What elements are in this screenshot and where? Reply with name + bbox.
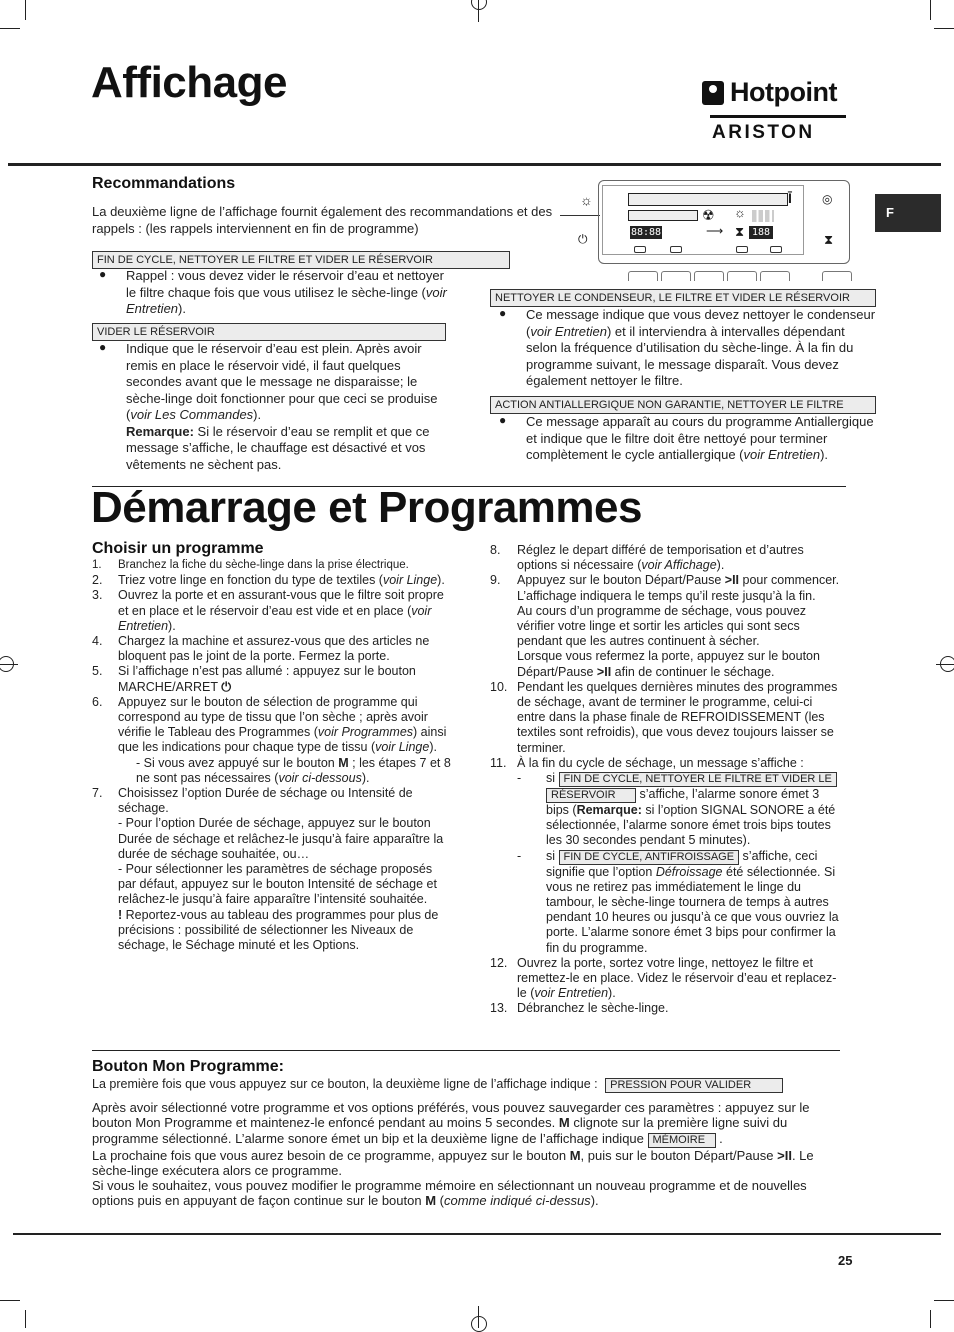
mon-programme-icon: M [425,1193,437,1209]
display-panel-illustration [560,180,852,280]
step-9: 9. Appuyez sur le bouton Départ/Pause >II pour commencer. L’affichage indiquera le temps qu’il reste jusqu’à la fin. Au cours d’un programme de séchage, vous pouvez vérifier votre linge et sortir les articles qui sont secs pendant que les autres continuent à sécher. Lorsque vous refermez la porte, appuyez sur le bouton Départ/Pause >II afin de continuer le séchage. [490,573,840,679]
crop-mark [0,1300,20,1301]
step-8: 8. Réglez le depart différé de temporisation et d’autres options si nécessaire (voir Affichage). [490,543,804,573]
language-tab [875,194,941,232]
step-6: 6. Appuyez sur le bouton de sélection de programme qui correspond au type de tissu que l’on sèche ; après avoir vérifie le Tableau des Programmes (voir Programmes) ainsi que les indications pour chaque type de tissu (voir Linge). [92,694,447,755]
mon-programme-body: Après avoir sélectionné votre programme et vos options préférés, vous pouvez sauvegarder ces paramètres : appuyez sur le bouton Mon Programme et maintenez-le enfoncé pendant au moins 5 secondes. M clignote sur la première ligne suivi du programme sélectionné. L’alarme sonore émet un bip et la deuxième ligne de l’affichage indique MÉMOIRE . La prochaine fois que vous aurez besoin de ce programme, appuyez sur le bouton M, puis sur le bouton Départ/Pause >II. Le sèche-linge exécutera alors ce programme. Si vous le souhaitez, vous pouvez modifier le programme mémoire en sélectionnant un nouveau programme et de nouvelles options puis en appuyant de façon continue sur le bouton M (comme indiqué ci-dessus). [92,1100,814,1209]
language-tab-label: F [886,205,894,220]
registration-mark [0,656,14,672]
message-box-nettoyer-condenseur: NETTOYER LE CONDENSEUR, LE FILTRE ET VIDER LE RÉSERVOIR [490,289,876,307]
sun-icon: ☼ [734,205,746,220]
message-box-inline: RÉSERVOIR [546,788,636,803]
power-icon: ⏻ [221,679,232,694]
step-2: 2. Triez votre linge en fonction du type de textiles (voir Linge). [92,573,445,588]
step-12: 12. Ouvrez la porte, sortez votre linge, nettoyez le filtre et remettez-le en place. Videz le réservoir d’eau et replacez-le (voir Entretien). [490,955,837,1001]
start-pause-icon: >II [724,573,740,588]
message-box-inline: MÉMOIRE [648,1133,716,1148]
crop-mark [934,1300,954,1301]
bullet: ● [499,306,507,320]
bullet: ● [99,340,107,354]
message-desc-antiallergique: Ce message apparaît au cours du programme Antiallergique et indique que le filtre doit être nettoyé pour terminer complètement le cycle antiallergique (voir Entretien). [526,414,874,462]
start-pause-icon: >II [596,664,612,679]
step-11-sub-b: - si FIN DE CYCLE, ANTIFROISSAGE s’affiche, ceci signifie que l’option Défroissage été sélectionnée. Si vous ne retirez pas immédiatement le linge du tambour, le sèche-linge tournera de temps à autres pendant 10 heures ou jusqu’à ce que vous ouvriez la porte. L’alarme sonore émet 3 bips pour confirmer la fin du programme. [517,848,839,955]
brand-name: Hotpoint [730,77,837,107]
step-1: 1. Branchez la fiche du sèche-linge dans la prise électrique. [92,559,409,571]
step-5: 5. Si l’affichage n’est pas allumé : appuyez sur le bouton MARCHE/ARRET ⏻ [92,664,416,694]
step-10: 10. Pendant les quelques dernières minutes des programmes de séchage, avant de terminer le programme, celui-ci entre dans la phase finale de REFROIDISSEMENT (les textiles sont refroidis), que vous devez toujours laisser se terminer. [490,679,838,755]
footer-rule [13,1233,941,1235]
power-icon: ⏻ [578,232,588,246]
message-desc-fin-cycle: Rappel : vous devez vider le réservoir d’eau et nettoyer le filtre chaque fois que vous utilisez le sèche-linge (voir Entretien). [126,268,447,316]
page-title: Affichage [91,58,287,107]
digits-left: 88:88 [630,227,662,238]
message-box-fin-cycle: FIN DE CYCLE, NETTOYER LE FILTRE ET VIDER LE RÉSERVOIR [92,251,510,269]
hotpoint-mark-icon [702,81,724,105]
arrow-icon: ⟶ [706,224,724,238]
step-3: 3. Ouvrez la porte et en assurant-vous que le filtre soit propre et en place et le réservoir d’eau est vide et en place (voir Entretien). [92,588,444,633]
section-heading-choisir: Choisir un programme [92,540,264,557]
start-pause-icon: >II [777,1147,792,1163]
bullet: ● [99,267,107,281]
section-title-demarrage: Démarrage et Programmes [91,483,642,532]
step-11-sub-a: - si FIN DE CYCLE, NETTOYER LE FILTRE ET VIDER LE RÉSERVOIR s’affiche, l’alarme sonore émet 3 bips (Remarque: si l’option SIGNAL SONORE a été sélectionnée, l’alarme sonore émet trois bips toutes les 30 secondes pendant 5 minutes). [517,771,836,848]
mon-programme-icon: M [569,1147,581,1163]
crop-mark [930,0,931,20]
drum-icon: ☢ [702,207,715,223]
crop-mark [930,1310,931,1328]
brand-sub: ARISTON [712,122,815,143]
message-desc-vider-reservoir: Indique que le réservoir d’eau est plein. Après avoir remis en place le réservoir vidé, il faut quelques secondes avant que le message ne disparaisse; le sèche-linge doit fonctionner pour que ceci se produise (voir Les Commandes). Remarque: Si le réservoir d’eau se remplit et que ce message s’affiche, le chauffage est désactivé et vos vêtements ne sèchent pas. [126,341,438,472]
mon-programme-line1: La première fois que vous appuyez sur ce bouton, la deuxième ligne de l’affichage indique : PRESSION POUR VALIDER [92,1077,852,1093]
digits-right: 188 [749,226,773,239]
lock-icon: Ī [788,190,792,206]
crop-mark [25,1310,26,1328]
registration-mark [940,656,954,672]
hotpoint-logo [702,76,854,146]
step-4: 4. Chargez la machine et assurez-vous que des articles ne bloquent pas le joint de la porte. Fermez la porte. [92,634,430,664]
dryness-bars-icon [752,210,774,222]
page-number: 25 [838,1253,853,1268]
mon-programme-icon: M [338,755,349,770]
message-box-antiallergique: ACTION ANTIALLERGIQUE NON GARANTIE, NETTOYER LE FILTRE [490,396,876,414]
crop-mark [934,28,954,29]
message-box-inline: FIN DE CYCLE, ANTIFROISSAGE [559,850,740,865]
section-heading-recommandations: Recommandations [92,175,236,192]
message-box-inline: FIN DE CYCLE, NETTOYER LE FILTRE ET VIDER LE [559,772,837,787]
message-box-vider-reservoir: VIDER LE RÉSERVOIR [92,323,446,341]
step-13: 13. Débranchez le sèche-linge. [490,1001,669,1016]
section-heading-mon-programme: Bouton Mon Programme: [92,1058,284,1075]
bullet: ● [499,413,507,427]
registration-mark [471,0,487,10]
crop-mark [25,0,26,20]
sun-icon: ☼ [580,192,593,208]
step-11: 11. À la fin du cycle de séchage, un message s’affiche : [490,755,804,770]
section-rule [92,1050,840,1051]
header-rule [8,163,941,166]
recommandations-intro: La deuxième ligne de l’affichage fournit également des recommandations et des rappels : (les rappels interviennent en fin de programme) [92,204,553,236]
message-box-inline: PRESSION POUR VALIDER [605,1078,783,1093]
steps-right-column [490,543,842,1017]
step-7: 7. Choisissez l’option Durée de séchage ou Intensité de séchage. - Pour l’option Durée de séchage, appuyez sur le bouton Durée de séchage et relâchez-le jusqu’à faire apparaître la durée de séchage souhaitée, ou… - Pour sélectionner les paramètres de séchage proposés par défaut, appuyez sur le bouton Intensité de séchage et relâchez-le jusqu’à faire apparaître l’intensité souhaitée. ! Reportez-vous au tableau des programmes pour plus de précisions : possibilité de sélectionner les Niveaux de séchage, le Séchage minuté et les Options. [92,786,444,953]
registration-mark [471,1316,487,1332]
message-desc-nettoyer-condenseur: Ce message indique que vous devez nettoyer le condenseur (voir Entretien) et il interviendra à intervalles dépendant selon la fréquence d’utilisation du sèche-linge. À la fin du programme suivant, le message disparaît. Vous devez également nettoyer le filtre. [526,307,876,388]
timer-icon: ⧗ [735,224,745,239]
condenser-icon: ◎ [822,192,833,206]
mon-programme-icon: M [558,1115,570,1131]
hourglass-icon: ⧗ [824,232,834,247]
warning-icon: ! [118,907,123,922]
crop-mark [0,28,20,29]
steps-left-column [92,558,452,953]
step-6-sub: - Si vous avez appuyé sur le bouton M ; les étapes 7 et 8 ne sont pas nécessaires (voir ci-dessous). [136,755,451,785]
